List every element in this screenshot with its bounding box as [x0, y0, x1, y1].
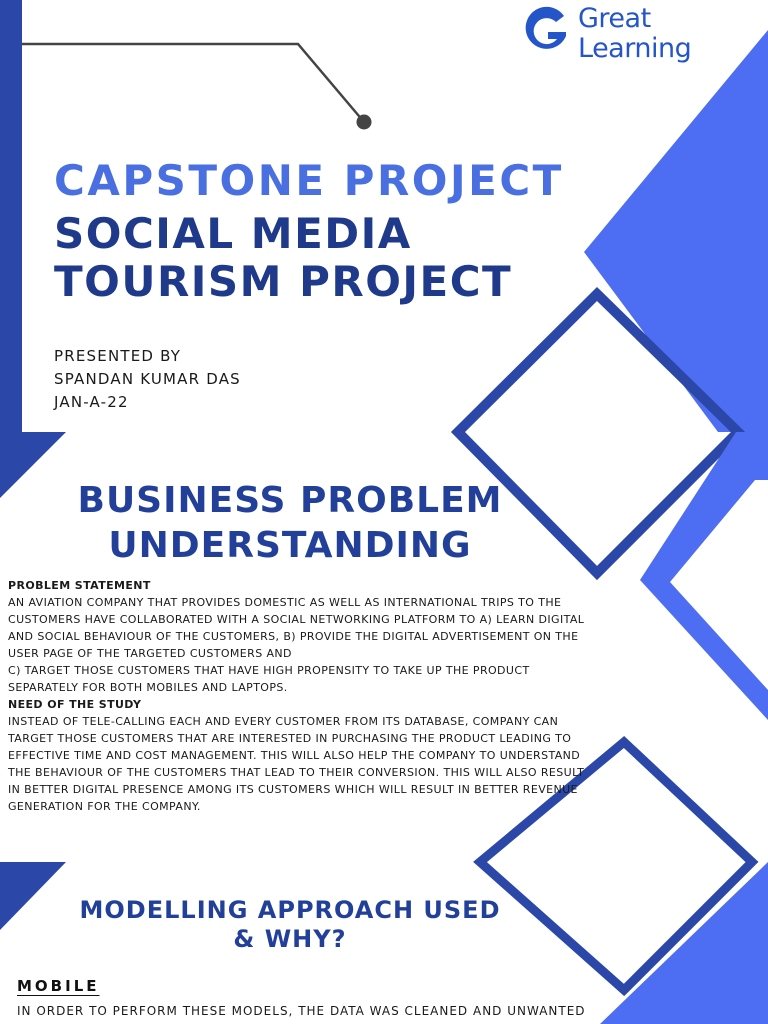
- author-name: SPANDAN KUMAR DAS: [54, 370, 241, 388]
- mobile-heading: MOBILE: [17, 977, 100, 995]
- problem-statement-text: AN AVIATION COMPANY THAT PROVIDES DOMESTIC AS WELL AS INTERNATIONAL TRIPS TO THE CUSTOMERS HAVE COLLABORATED WITH A SOCIAL NETWORKING PLATFORM TO A) LEARN DIGITAL AND SOCIAL BEHAVIOUR OF THE CUSTOMERS, B) PROVIDE THE DIGITAL ADVERTISEMENT ON THE USER PAGE OF THE TARGETED CUSTOMERS AND: [8, 596, 585, 660]
- logo-text: [578, 4, 691, 64]
- left-blue-bar: [0, 0, 22, 432]
- business-problem-title-line-1: BUSINESS PROBLEM: [77, 480, 503, 521]
- connector-line: [22, 44, 364, 122]
- batch-code: JAN-A-22: [54, 393, 129, 411]
- subtitle-line-1: SOCIAL MEDIA: [54, 209, 412, 258]
- mobile-text: IN ORDER TO PERFORM THESE MODELS, THE DATA WAS CLEANED AND UNWANTED: [17, 1004, 586, 1018]
- problem-statement-text-2: C) TARGET THOSE CUSTOMERS THAT HAVE HIGH PROPENSITY TO TAKE UP THE PRODUCT SEPARATELY FOR BOTH MOBILES AND LAPTOPS.: [8, 664, 530, 694]
- connector-dot: [357, 115, 372, 130]
- modelling-title-line-1: MODELLING APPROACH USED: [79, 896, 501, 924]
- business-problem-title-line-2: UNDERSTANDING: [108, 525, 472, 566]
- business-problem-title: [40, 478, 540, 568]
- presented-by-label: PRESENTED BY: [54, 347, 182, 365]
- modelling-title-line-2: & WHY?: [233, 925, 347, 953]
- bottom-blue-diamond: [600, 862, 768, 1024]
- great-learning-g-icon: [524, 6, 570, 56]
- logo-line-1: Great: [578, 3, 651, 34]
- presenter-info: [54, 345, 241, 414]
- need-of-study-heading: NEED OF THE STUDY: [8, 698, 142, 711]
- subtitle-line-2: TOURISM PROJECT: [54, 257, 513, 306]
- logo-line-2: Learning: [578, 33, 692, 64]
- great-learning-logo: [524, 4, 734, 70]
- capstone-title: CAPSTONE PROJECT: [54, 156, 564, 205]
- problem-statement-heading: PROBLEM STATEMENT: [8, 579, 151, 592]
- project-subtitle: [54, 210, 614, 306]
- modelling-approach-title: [40, 896, 540, 954]
- business-problem-body: [8, 577, 600, 815]
- need-of-study-text: INSTEAD OF TELE-CALLING EACH AND EVERY CUSTOMER FROM ITS DATABASE, COMPANY CAN TARGET THOSE CUSTOMERS THAT ARE INTERESTED IN PURCHASING THE PRODUCT LEADING TO EFFECTIVE TIME AND COST MANAGEMENT. THIS WILL ALSO HELP THE COMPANY TO UNDERSTAND THE BEHAVIOUR OF THE CUSTOMERS THAT LEAD TO THEIR CONVERSION. THIS WILL ALSO RESULT IN BETTER DIGITAL PRESENCE AMONG ITS CUSTOMERS WHICH WILL RESULT IN BETTER REVENUE GENERATION FOR THE COMPANY.: [8, 715, 585, 813]
